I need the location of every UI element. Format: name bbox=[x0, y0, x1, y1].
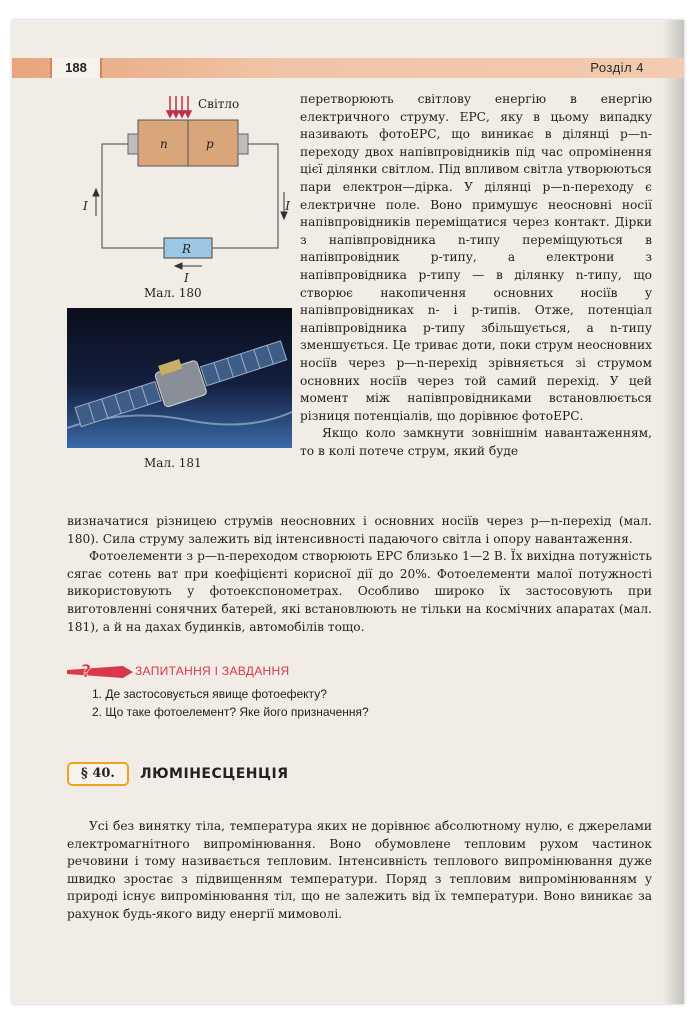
current-label-left: I bbox=[83, 199, 88, 213]
svg-text:?: ? bbox=[81, 661, 92, 682]
resistor-label: R bbox=[182, 242, 192, 256]
circuit-diagram bbox=[72, 96, 292, 296]
paragraph-photocells: Фотоелементи з p—n-переходом створюють ЕРС близько 1—2 В. Їх вихідна потужність сягає сотень ват при коефіцієнті корисної дії до 20%. Фотоелементи малої потужності використовують у фотоекспонометрах. Особливо широко їх застосовують при виготовленні сонячних батерей, які встановлюють не тільки на космічних апаратах (мал. 181), а й на дахах будинків, автомобілів тощо. bbox=[67, 549, 652, 634]
figure-180-circuit bbox=[72, 96, 292, 296]
satellite-image bbox=[67, 308, 292, 448]
paragraph-load-continued: визначатися різницею струмів неосновних і основних носіїв через p—n-перехід (мал. 180). Сила струму залежить від інтенсивності падаючого світла і опору навантаження. bbox=[67, 514, 652, 546]
light-arrows-icon bbox=[167, 96, 191, 117]
question-arrow-icon bbox=[67, 660, 133, 682]
current-label-bottom: I bbox=[184, 271, 189, 285]
question-item: 1. Де застосовується явище фотоефекту? bbox=[92, 687, 327, 701]
figure-180-caption: Мал. 180 bbox=[144, 286, 202, 300]
right-contact bbox=[238, 134, 248, 154]
header-bar bbox=[12, 58, 684, 78]
figure-181-caption: Мал. 181 bbox=[144, 456, 202, 470]
questions-title: ЗАПИТАННЯ І ЗАВДАННЯ bbox=[135, 664, 290, 678]
text-luminescence bbox=[67, 818, 652, 924]
paragraph-load-start: Якщо коло замкнути зовнішнім навантаженням, то в колі потече струм, який буде bbox=[300, 426, 652, 458]
book-page bbox=[12, 20, 684, 1004]
page-spine-shadow bbox=[662, 20, 684, 1004]
text-full-width bbox=[67, 513, 652, 636]
page-number: 188 bbox=[50, 58, 102, 78]
left-contact bbox=[128, 134, 138, 154]
questions-header bbox=[67, 660, 427, 682]
p-label: p bbox=[206, 137, 214, 151]
paragraph-photoemf: перетворюють світлову енергію в енергію електричного струму. ЕРС, яку в цьому випадку називають фотоЕРС, що виникає в ділянці p—n-переходу двох напівпровідників під час опромінення цієї ділянки світлом. Під впливом світла утворюються пари електрон—дірка. У ділянці p—n-переходу є електричне поле. Воно примушує неосновні носії напівпровідників переміщатися через контакт. Дірки з напівпровідника n-типу переміщуються в напівпровідник p-типу, а електрони з напівпровідника p-типу — в ділянку n-типу, що створює накопичення основних носіїв у напівпровідниках n- і p-типів. Отже, потенціал напівпровідника p-типу збільшується, а n-типу зменшується. Це триває доти, поки струм неосновних носіїв через p—n-перехід зрівняється зі струмом основних носіїв через той самий перехід. У цей момент між напівпровідниками встановлюється різниця потенціалів, що дорівнює фотоЕРС. bbox=[300, 92, 652, 423]
questions-list bbox=[92, 685, 612, 721]
current-label-right: I bbox=[285, 199, 290, 213]
paragraph-luminescence: Усі без винятку тіла, температура яких не дорівнює абсолютному нулю, є джерелами електромагнітного випромінювання. Воно обумовлене тепловим рухом частинок речовини і тому називається тепловим. Інтенсивність теплового випромінювання дуже швидко зростає з підвищенням температури. Поряд з тепловим випромінюванням у природі існує випромінювання тіл, що не залежить від їх температури. Воно виникає за рахунок будь-якого виду енергії мимоволі. bbox=[67, 819, 652, 921]
section-title: ЛЮМІНЕСЦЕНЦІЯ bbox=[140, 766, 289, 782]
light-label: Світло bbox=[198, 97, 240, 111]
figure-181-satellite-photo bbox=[67, 308, 292, 448]
question-item: 2. Що таке фотоелемент? Яке його призначення? bbox=[92, 705, 369, 719]
n-label: n bbox=[160, 137, 168, 151]
text-column-right bbox=[300, 91, 652, 460]
section-label: Розділ 4 bbox=[590, 60, 644, 75]
section-number-badge: § 40. bbox=[67, 762, 129, 786]
